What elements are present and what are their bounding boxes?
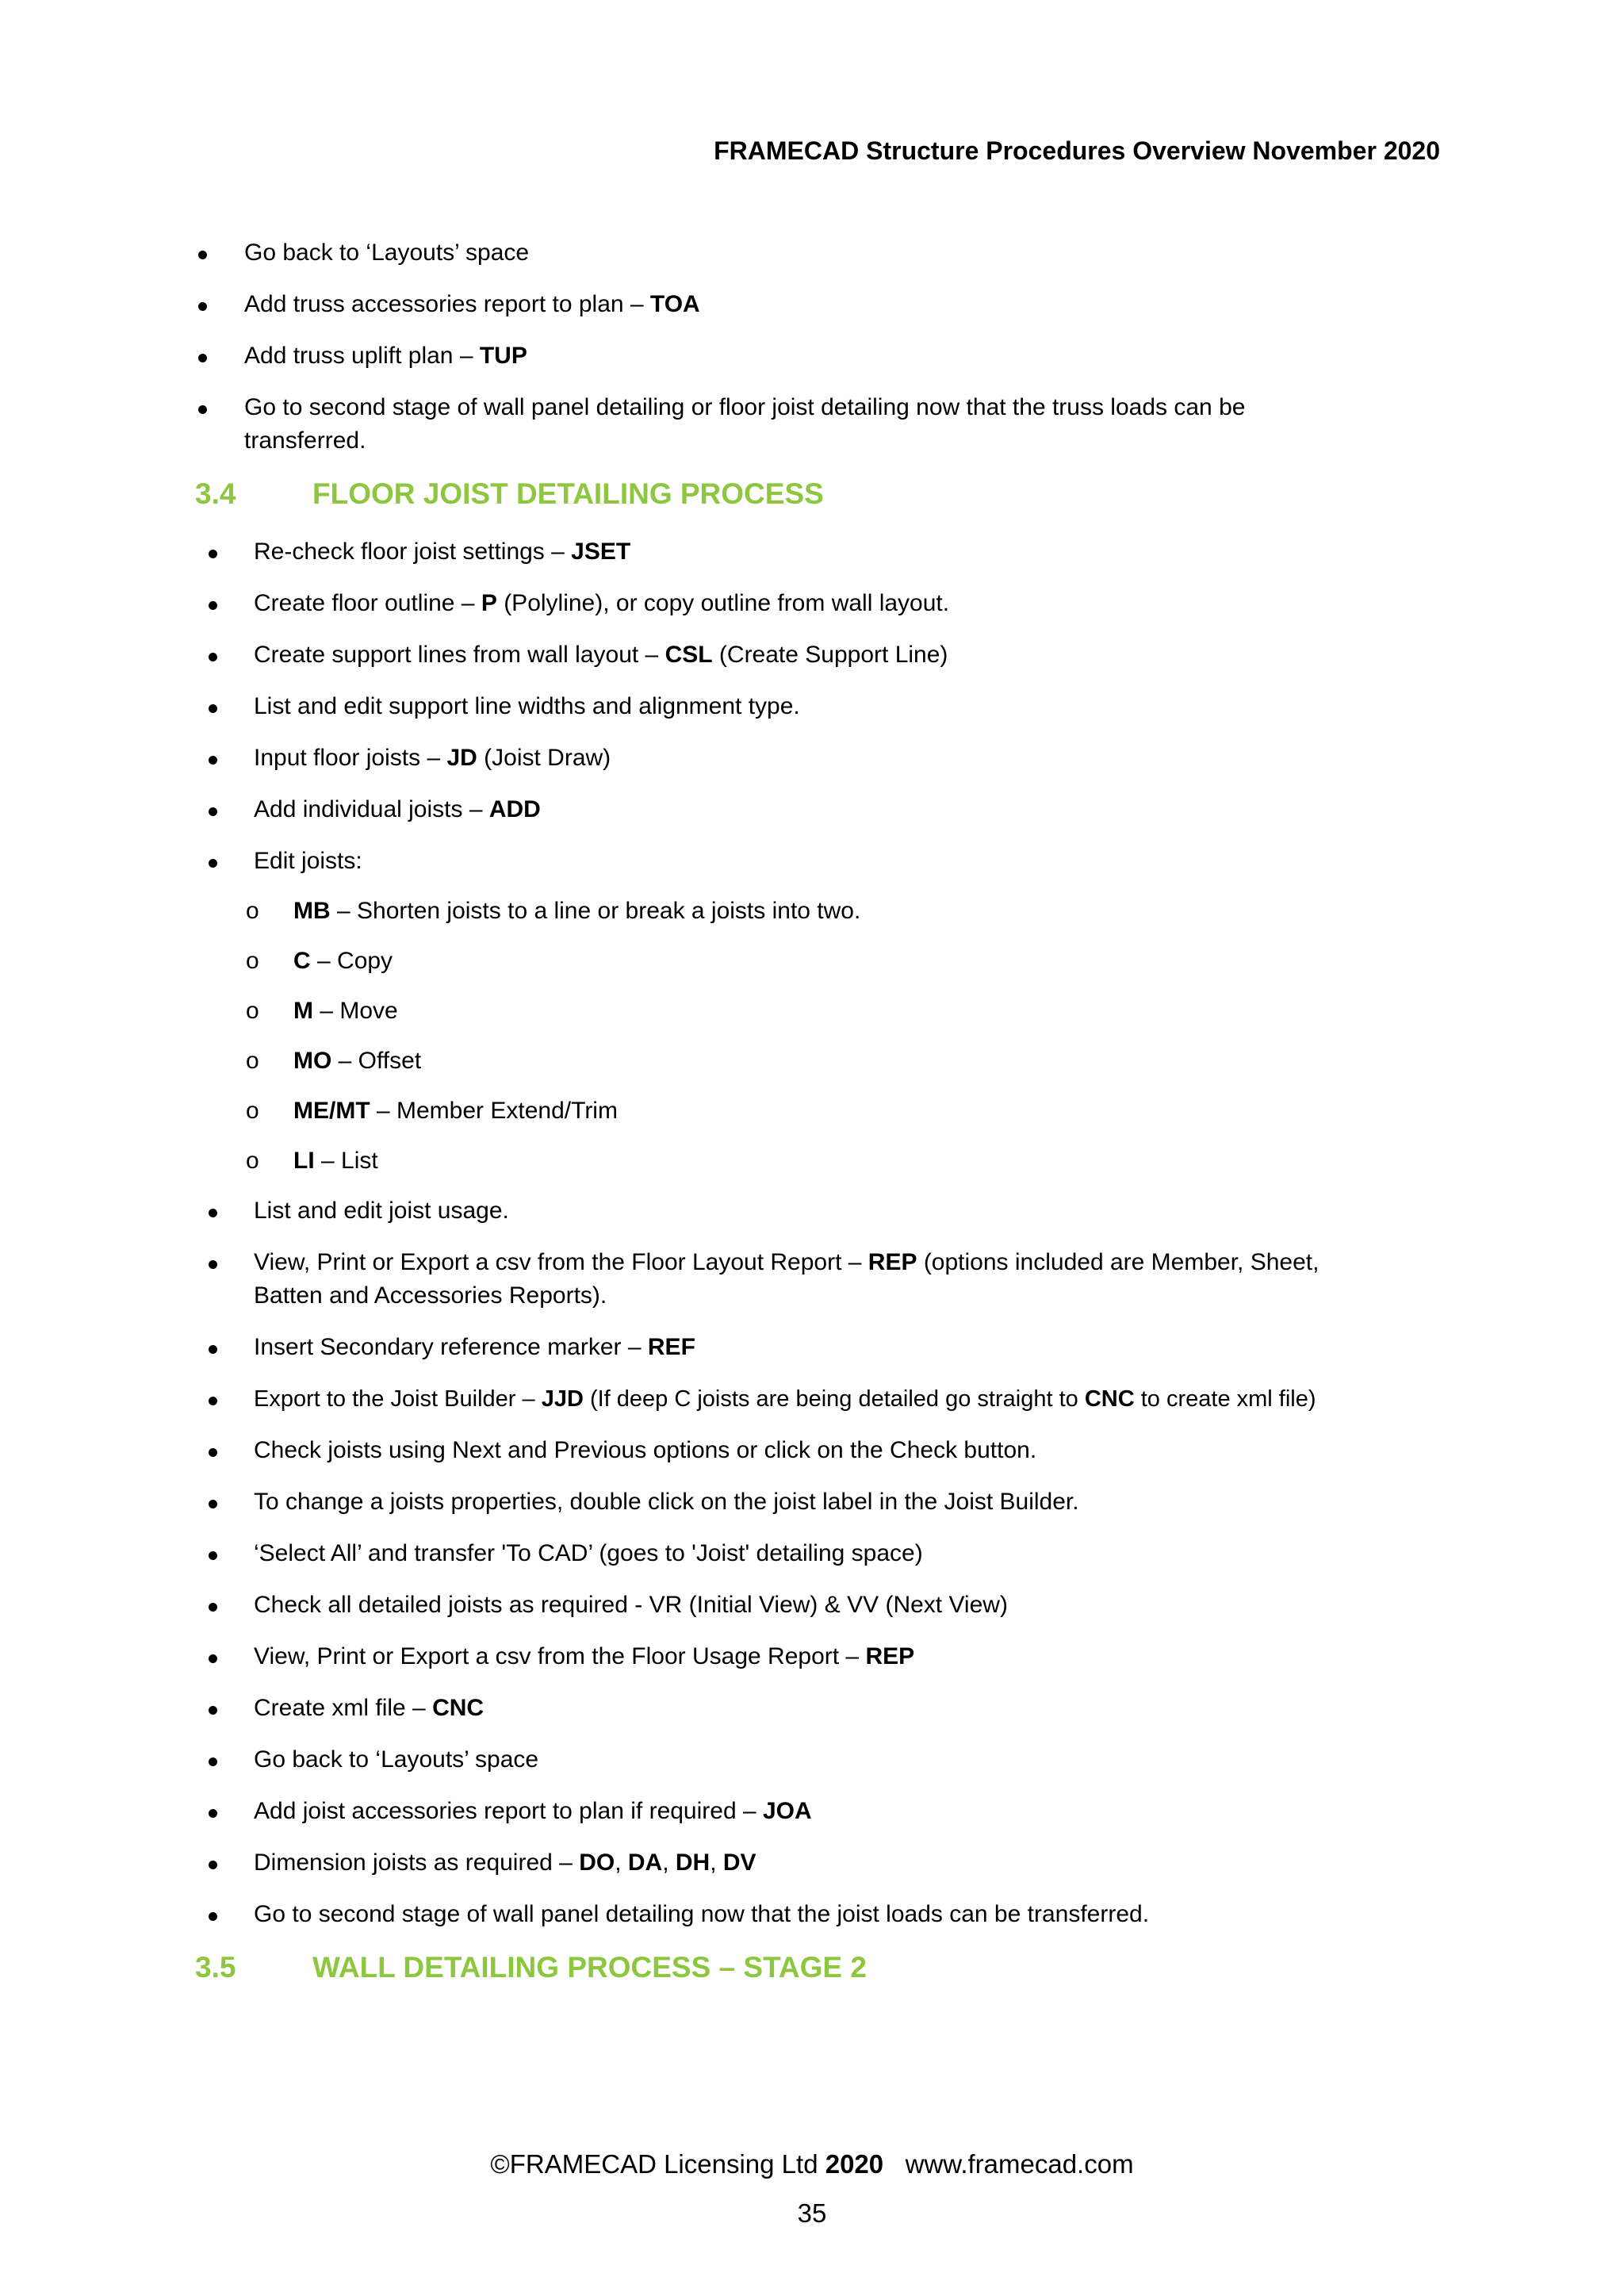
bullet-dot <box>198 405 207 414</box>
bullet-dot <box>209 1397 217 1405</box>
list-item: Check joists using Next and Previous options or click on the Check button. <box>254 1437 1037 1463</box>
sub-bullet-marker: o <box>246 998 259 1024</box>
bullet-dot <box>198 251 207 259</box>
list-item: Create support lines from wall layout – CSL (Create Support Line) <box>254 642 948 668</box>
bullet-dot <box>209 1603 217 1612</box>
footer-copyright: ©FRAMECAD Licensing Ltd 2020 www.framecad.com <box>490 2149 1134 2179</box>
list-item: To change a joists properties, double click on the joist label in the Joist Builder. <box>254 1489 1079 1515</box>
bullet-dot <box>198 354 207 362</box>
bullet-dot <box>209 1706 217 1715</box>
bullet-dot <box>209 756 217 765</box>
bullet-dot <box>209 807 217 816</box>
list-item-continuation: transferred. <box>244 427 366 454</box>
bullet-dot <box>209 859 217 868</box>
list-item: Add truss accessories report to plan – TOA <box>244 291 700 317</box>
bullet-dot <box>209 1809 217 1818</box>
list-item: View, Print or Export a csv from the Floor Usage Report – REP <box>254 1643 915 1669</box>
sub-list-item: ME/MT – Member Extend/Trim <box>293 1098 618 1124</box>
bullet-dot <box>209 1209 217 1217</box>
list-item: Input floor joists – JD (Joist Draw) <box>254 745 611 771</box>
list-item: Go back to ‘Layouts’ space <box>254 1746 539 1773</box>
bullet-dot <box>209 1345 217 1354</box>
list-item-continuation: Batten and Accessories Reports). <box>254 1282 607 1309</box>
section-title: FLOOR JOIST DETAILING PROCESS <box>312 477 824 510</box>
list-item: Create xml file – CNC <box>254 1695 485 1721</box>
section-title: WALL DETAILING PROCESS – STAGE 2 <box>312 1951 867 1984</box>
list-item: Create floor outline – P (Polyline), or copy outline from wall layout. <box>254 590 950 616</box>
bullet-dot <box>209 653 217 661</box>
bullet-dot <box>209 704 217 713</box>
list-item: Re-check floor joist settings – JSET <box>254 539 631 565</box>
list-item: Insert Secondary reference marker – REF <box>254 1334 695 1360</box>
bullet-dot <box>198 302 207 311</box>
bullet-dot <box>209 1757 217 1766</box>
sub-bullet-marker: o <box>246 1148 259 1174</box>
list-item: Add truss uplift plan – TUP <box>244 343 527 369</box>
section-number: 3.4 <box>195 477 236 510</box>
list-item: View, Print or Export a csv from the Floor Layout Report – REP (options included are Member, Sheet, <box>254 1249 1320 1275</box>
list-item: Export to the Joist Builder – JJD (If deep C joists are being detailed go straight to CNC to create xml file) <box>254 1386 1316 1412</box>
bullet-dot <box>209 1448 217 1457</box>
list-item: Add joist accessories report to plan if required – JOA <box>254 1798 812 1824</box>
bullet-dot <box>209 1861 217 1869</box>
bullet-dot <box>209 601 217 610</box>
footer-url: www.framecad.com <box>883 2149 1134 2179</box>
bullet-dot <box>209 1654 217 1663</box>
page-number: 35 <box>797 2198 827 2228</box>
bullet-dot <box>209 1551 217 1560</box>
sub-bullet-marker: o <box>246 1048 259 1074</box>
sub-list-item: M – Move <box>293 998 398 1024</box>
sub-bullet-marker: o <box>246 1098 259 1124</box>
section-number: 3.5 <box>195 1951 236 1984</box>
sub-list-item: C – Copy <box>293 948 393 974</box>
sub-list-item: MO – Offset <box>293 1048 422 1074</box>
list-item: Dimension joists as required – DO, DA, DH, DV <box>254 1849 756 1876</box>
list-item: ‘Select All’ and transfer 'To CAD’ (goes to 'Joist' detailing space) <box>254 1540 923 1566</box>
list-item: Check all detailed joists as required - VR (Initial View) & VV (Next View) <box>254 1592 1008 1618</box>
list-item: List and edit joist usage. <box>254 1198 509 1224</box>
sub-list-item: LI – List <box>293 1148 378 1174</box>
bullet-dot <box>209 1912 217 1921</box>
bullet-dot <box>209 1500 217 1508</box>
list-item: Edit joists: <box>254 848 362 874</box>
sub-bullet-marker: o <box>246 898 259 924</box>
list-item: Add individual joists – ADD <box>254 796 541 822</box>
page-header-title: FRAMECAD Structure Procedures Overview November 2020 <box>714 136 1440 165</box>
list-item: List and edit support line widths and alignment type. <box>254 693 800 719</box>
list-item: Go back to ‘Layouts’ space <box>244 240 530 266</box>
list-item: Go to second stage of wall panel detailing or floor joist detailing now that the truss loads can be <box>244 394 1246 420</box>
sub-list-item: MB – Shorten joists to a line or break a joists into two. <box>293 898 861 924</box>
sub-bullet-marker: o <box>246 948 259 974</box>
bullet-dot <box>209 1260 217 1269</box>
list-item: Go to second stage of wall panel detailing now that the joist loads can be transferred. <box>254 1901 1150 1927</box>
bullet-dot <box>209 550 217 558</box>
